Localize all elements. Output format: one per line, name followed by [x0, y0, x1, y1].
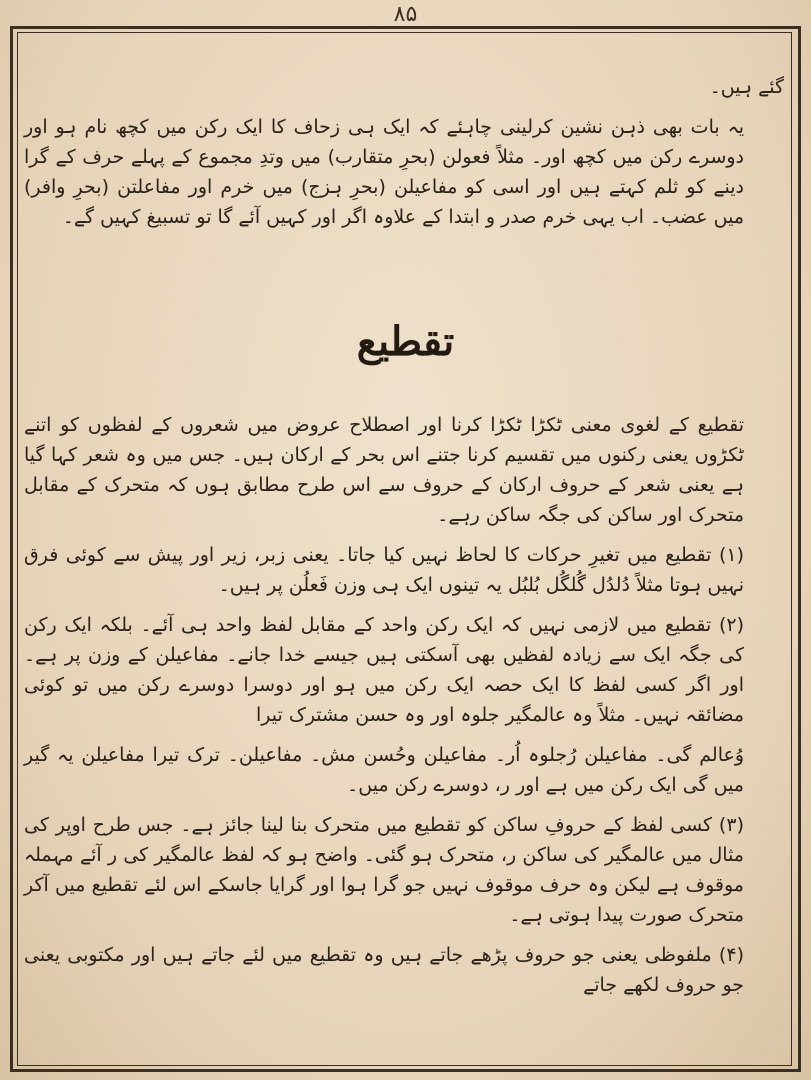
section-heading: تقطیع — [356, 318, 455, 365]
rule-4: (۴) ملفوظی یعنی جو حروف پڑھے جاتے ہیں وہ تقطیع میں لئے جاتے ہیں اور مکتوبی یعنی جو حروف لکھے جاتے — [24, 944, 744, 996]
page-number: ۸۵ — [393, 2, 418, 27]
main-section — [24, 410, 784, 1010]
rule-2: (۲) تقطیع میں لازمی نہیں کہ ایک رکن واحد کے مقابل لفظ واحد ہی آئے۔ بلکہ ایک رکن کی جگہ ایک سے زیادہ لفظیں بھی آسکتی ہیں جیسے خدا جانے۔ مفاعیلن کے وزن پر ہے۔ اور اگر کسی لفظ کا ایک حصہ ایک رکن میں ہو اور دوسرا دوسرے رکن میں تو کوئی مضائقہ نہیں۔ مثلاً وہ عالمگیر جلوہ اور وہ حسن مشترک تیرا — [24, 614, 744, 726]
intro-section — [24, 72, 784, 242]
paragraph-definition: تقطیع کے لغوی معنی ٹکڑا ٹکڑا کرنا اور اصطلاح عروض میں شعروں کے لفظوں کو اتنے ٹکڑوں یعنی رکنوں میں تقسیم کرنا جتنے اس بحر کے ارکان ہیں۔ جس میں وہ شعر کہا گیا ہے یعنی شعر کے حروف ارکان کے حروف سے اس طرح مطابق ہوں کہ متحرک کے مقابل متحرک اور ساکن کی جگہ ساکن رہے۔ — [24, 414, 744, 526]
rule-2-example: وُعالم گی۔ مفاعیلن رُجلوہ اُر۔ مفاعیلن وحُسن مش۔ مفاعیلن۔ ترک تیرا مفاعیلن یہ گیر میں گی ایک رکن میں ہے اور ر، دوسرے رکن میں۔ — [24, 744, 744, 796]
intro-paragraph: یہ بات بھی ذہن نشین کرلینی چاہئے کہ ایک ہی زحاف کا ایک رکن میں کچھ نام ہو اور دوسرے رکن میں کچھ اور۔ مثلاً فعولن (بحرِ متقارب) میں وتدِ مجموع کے پہلے حرف کے گرا دینے کو ثلم کہتے ہیں اور اسی کو مفاعیلن (بحرِ ہزج) میں خرم اور مفاعلتن (بحرِ وافر) میں عضب۔ اب یہی خرم صدر و ابتدا کے علاوہ اگر اور کہیں آئے گا تو تسبیغ کہیں گے۔ — [24, 116, 744, 228]
rule-1: (۱) تقطیع میں تغیرِ حرکات کا لحاظ نہیں کیا جاتا۔ یعنی زبر، زیر اور پیش سے کوئی فرق نہیں ہوتا مثلاً دُلدُل گُلگُل بُلبُل یہ تینوں ایک ہی وزن فَعلُن پر ہیں۔ — [24, 544, 744, 596]
intro-line: گئے ہیں۔ — [709, 76, 784, 98]
rule-3: (۳) کسی لفظ کے حروفِ ساکن کو تقطیع میں متحرک بنا لینا جائز ہے۔ جس طرح اوپر کی مثال میں عالمگیر کی ساکن ر، متحرک ہو گئی۔ واضح ہو کہ لفظ عالمگیر کی ر آئے مہملہ موقوف ہے لیکن وہ حرف موقوف نہیں جو گرا ہوا اور گرایا جاسکے اس لئے تقطیع میں آکر متحرک صورت پیدا ہوتی ہے۔ — [24, 814, 744, 926]
